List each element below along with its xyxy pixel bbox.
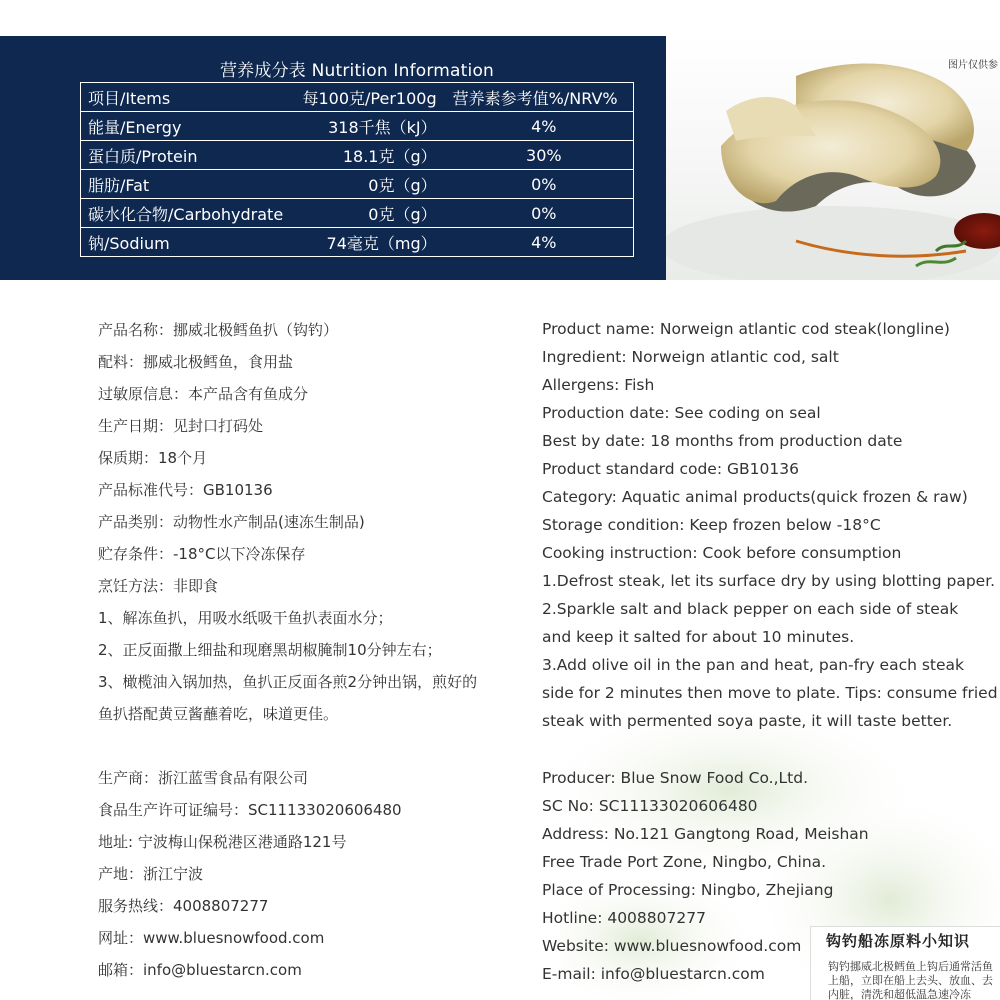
table-row [81,228,634,257]
cn-address: 地址: 宁波梅山保税港区港通路121号 [98,833,347,851]
en-step-1: 1.Defrost steak, let its surface dry by using blotting paper. [542,572,996,590]
chinese-product-info [98,318,518,734]
cn-production-date: 生产日期：见封口打码处 [98,417,264,435]
tip-title: 钩钓船冻原料小知识 [826,932,971,950]
row-nrv: 4% [441,112,634,141]
en-category: Category: Aquatic animal products(quick frozen & raw) [542,488,968,506]
cn-email: 邮箱：info@bluestarcn.com [98,961,302,979]
en-step-2: 2.Sparkle salt and black pepper on each side of steak [542,600,959,618]
cn-cooking-method: 烹饪方法：非即食 [98,577,219,595]
en-producer: Producer: Blue Snow Food Co.,Ltd. [542,769,808,787]
row-label: 碳水化合物/Carbohydrate [81,199,303,228]
row-nrv: 0% [441,199,634,228]
en-production-date: Production date: See coding on seal [542,404,821,422]
cn-step-3: 3、橄榄油入锅加热，鱼扒正反面各煎2分钟出锅，煎好的 [98,673,478,691]
row-label: 钠/Sodium [81,228,303,257]
table-row [81,170,634,199]
chinese-producer-info [98,766,402,990]
en-step-3-tip: steak with permented soya paste, it will taste better. [542,712,953,730]
cn-step-3-cont: 鱼扒搭配黄豆酱蘸着吃，味道更佳。 [98,705,339,723]
table-row [81,141,634,170]
row-label: 脂肪/Fat [81,170,303,199]
fish-steak-photo [666,36,1000,280]
table-row [81,199,634,228]
en-sc-no: SC No: SC11133020606480 [542,797,758,815]
row-amount: 0克（g） [303,170,441,199]
cn-storage: 贮存条件：-18°C以下冷冻保存 [98,545,306,563]
cn-producer: 生产商：浙江蓝雪食品有限公司 [98,769,309,787]
en-place-of-processing: Place of Processing: Ningbo, Zhejiang [542,881,834,899]
en-best-by: Best by date: 18 months from production date [542,432,903,450]
en-storage: Storage condition: Keep frozen below -18°C [542,516,881,534]
en-product-name: Product name: Norweign atlantic cod steak(longline) [542,320,950,338]
en-step-2-cont: and keep it salted for about 10 minutes. [542,628,855,646]
en-step-3-cont: side for 2 minutes then move to plate. Tips: consume fried [542,684,998,702]
english-product-info [542,318,998,738]
cn-category: 产品类别：动物性水产制品(速冻生制品) [98,513,365,531]
row-amount: 74毫克（mg） [303,228,441,257]
en-address: Address: No.121 Gangtong Road, Meishan [542,825,869,843]
en-step-3: 3.Add olive oil in the pan and heat, pan-fry each steak [542,656,965,674]
cn-step-1: 1、解冻鱼扒，用吸水纸吸干鱼扒表面水分； [98,609,393,627]
row-label: 能量/Energy [81,112,303,141]
en-ingredient: Ingredient: Norweign atlantic cod, salt [542,348,839,366]
cn-allergens: 过敏原信息：本产品含有鱼成分 [98,385,309,403]
cn-step-2: 2、正反面撒上细盐和现磨黑胡椒腌制10分钟左右； [98,641,442,659]
cn-product-name: 产品名称：挪威北极鳕鱼扒（钩钓） [98,321,339,339]
en-address-cont: Free Trade Port Zone, Ningbo, China. [542,853,827,871]
en-cooking-instruction: Cooking instruction: Cook before consumption [542,544,902,562]
cn-standard-code: 产品标准代号：GB10136 [98,481,273,499]
nutrition-title: 营养成分表 Nutrition Information [219,61,495,81]
row-amount: 0克（g） [303,199,441,228]
header-per100g: 每100克/Per100g [303,83,441,112]
row-nrv: 4% [441,228,634,257]
en-website: Website: www.bluesnowfood.com [542,937,802,955]
header-nrv: 营养素参考值%/NRV% [441,83,634,112]
en-hotline: Hotline: 4008807277 [542,909,706,927]
table-row [81,112,634,141]
nutrition-table [80,82,634,257]
en-allergens: Allergens: Fish [542,376,655,394]
tip-body: 钩钓挪威北极鳕鱼上钩后通常活鱼上船，立即在船上去头、放血、去内脏，清洗和超低温急速冷冻 [828,960,993,1000]
cn-hotline: 服务热线：4008807277 [98,897,269,915]
row-label: 蛋白质/Protein [81,141,303,170]
row-nrv: 0% [441,170,634,199]
en-standard-code: Product standard code: GB10136 [542,460,799,478]
row-amount: 18.1克（g） [303,141,441,170]
en-email: E-mail: info@bluestarcn.com [542,965,765,983]
header-items: 项目/Items [81,83,303,112]
row-amount: 318千焦（kJ） [303,112,441,141]
cn-website: 网址：www.bluesnowfood.com [98,929,325,947]
cn-ingredients: 配料：挪威北极鳕鱼，食用盐 [98,353,294,371]
cn-license: 食品生产许可证编号：SC11133020606480 [98,801,402,819]
cn-origin: 产地：浙江宁波 [98,865,204,883]
photo-caption: 图片仅供参 [948,60,998,71]
cn-shelf-life: 保质期：18个月 [98,449,208,467]
table-header-row [81,83,634,112]
fish-steak-image [666,36,1000,280]
row-nrv: 30% [441,141,634,170]
